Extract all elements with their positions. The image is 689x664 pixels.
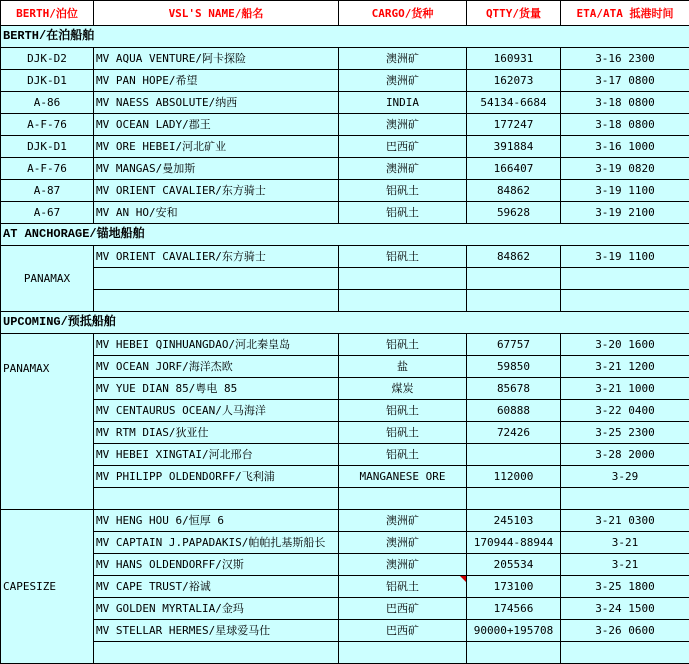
col-header-berth[interactable]: BERTH/泊位 — [1, 1, 94, 26]
qtty-cell[interactable]: 245103 — [467, 510, 561, 532]
table-row — [1, 290, 689, 312]
cargo-cell-text: 铝矾土 — [386, 580, 419, 593]
cargo-cell[interactable]: 铝矾土 — [339, 180, 467, 202]
vessel-cell[interactable]: MV CAPE TRUST/裕诚 — [94, 576, 339, 598]
eta-cell[interactable] — [561, 642, 689, 664]
cargo-cell[interactable] — [339, 268, 467, 290]
cargo-cell[interactable]: 巴西矿 — [339, 620, 467, 642]
cargo-cell[interactable]: 铝矾土 — [339, 246, 467, 268]
group-label-panamax[interactable]: PANAMAX — [1, 246, 94, 312]
eta-cell[interactable]: 3-21 0300 — [561, 510, 689, 532]
table-row — [1, 576, 689, 598]
cargo-cell[interactable]: 澳洲矿 — [339, 158, 467, 180]
cargo-cell[interactable]: 巴西矿 — [339, 598, 467, 620]
vessel-cell[interactable]: MV OCEAN LADY/郡王 — [94, 114, 339, 136]
vessel-cell[interactable]: MV ORE HEBEI/河北矿业 — [94, 136, 339, 158]
cargo-cell-commented[interactable] — [339, 576, 467, 598]
table-row — [1, 136, 689, 158]
vessel-cell[interactable] — [94, 268, 339, 290]
qtty-cell[interactable]: 85678 — [467, 378, 561, 400]
eta-cell[interactable]: 3-21 1200 — [561, 356, 689, 378]
qtty-cell[interactable] — [467, 642, 561, 664]
table-row — [1, 114, 689, 136]
cargo-cell[interactable]: INDIA — [339, 92, 467, 114]
section-row-anchorage — [1, 224, 689, 246]
table-row — [1, 532, 689, 554]
section-row-upcoming — [1, 312, 689, 334]
vessel-cell[interactable] — [94, 290, 339, 312]
table-row — [1, 422, 689, 444]
cargo-cell[interactable]: 铝矾土 — [339, 334, 467, 356]
qtty-cell[interactable]: 72426 — [467, 422, 561, 444]
table-row — [1, 444, 689, 466]
col-header-qtty[interactable]: QTTY/货量 — [467, 1, 561, 26]
eta-cell[interactable] — [561, 268, 689, 290]
cargo-cell[interactable]: 巴西矿 — [339, 136, 467, 158]
qtty-cell[interactable]: 173100 — [467, 576, 561, 598]
qtty-cell[interactable]: 205534 — [467, 554, 561, 576]
eta-cell[interactable]: 3-17 0800 — [561, 70, 689, 92]
group-label-capesize[interactable]: CAPESIZE — [1, 510, 94, 664]
vessel-cell[interactable]: MV ORIENT CAVALIER/东方骑士 — [94, 246, 339, 268]
col-header-cargo[interactable]: CARGO/货种 — [339, 1, 467, 26]
cargo-cell[interactable]: MANGANESE ORE — [339, 466, 467, 488]
qtty-cell[interactable]: 54134-6684 — [467, 92, 561, 114]
qtty-cell[interactable]: 59850 — [467, 356, 561, 378]
qtty-cell[interactable]: 170944-88944 — [467, 532, 561, 554]
header-row — [1, 1, 689, 26]
section-title-anchorage[interactable]: AT ANCHORAGE/锚地船舶 — [1, 224, 689, 246]
berth-cell[interactable]: A-86 — [1, 92, 94, 114]
cargo-cell[interactable]: 铝矾土 — [339, 400, 467, 422]
eta-cell[interactable]: 3-29 — [561, 466, 689, 488]
cargo-cell[interactable]: 煤炭 — [339, 378, 467, 400]
table-row — [1, 642, 689, 664]
eta-cell[interactable]: 3-18 0800 — [561, 114, 689, 136]
qtty-cell[interactable]: 391884 — [467, 136, 561, 158]
cargo-cell[interactable]: 澳洲矿 — [339, 554, 467, 576]
cargo-cell[interactable] — [339, 290, 467, 312]
vessel-cell[interactable]: MV MANGAS/曼加斯 — [94, 158, 339, 180]
eta-cell[interactable]: 3-20 1600 — [561, 334, 689, 356]
eta-cell[interactable]: 3-19 1100 — [561, 246, 689, 268]
eta-cell[interactable]: 3-18 0800 — [561, 92, 689, 114]
cargo-cell[interactable]: 澳洲矿 — [339, 510, 467, 532]
berth-cell[interactable]: DJK-D1 — [1, 70, 94, 92]
vessel-cell[interactable] — [94, 488, 339, 510]
table-row — [1, 554, 689, 576]
cargo-cell[interactable]: 澳洲矿 — [339, 114, 467, 136]
vessel-cell[interactable]: MV GOLDEN MYRTALIA/金玛 — [94, 598, 339, 620]
table-row — [1, 92, 689, 114]
table-row — [1, 334, 689, 356]
cargo-cell[interactable]: 铝矾土 — [339, 202, 467, 224]
qtty-cell[interactable] — [467, 290, 561, 312]
vessel-cell[interactable]: MV HANS OLDENDORFF/汉斯 — [94, 554, 339, 576]
eta-cell[interactable]: 3-28 2000 — [561, 444, 689, 466]
vessel-cell[interactable]: MV HENG HOU 6/恒厚 6 — [94, 510, 339, 532]
eta-cell[interactable]: 3-25 2300 — [561, 422, 689, 444]
qtty-cell[interactable]: 59628 — [467, 202, 561, 224]
vessel-cell[interactable]: MV HEBEI QINHUANGDAO/河北秦皇岛 — [94, 334, 339, 356]
cargo-cell[interactable]: 铝矾土 — [339, 444, 467, 466]
table-row — [1, 510, 689, 532]
qtty-cell[interactable]: 84862 — [467, 180, 561, 202]
qtty-cell[interactable]: 160931 — [467, 48, 561, 70]
qtty-cell[interactable]: 177247 — [467, 114, 561, 136]
qtty-cell[interactable]: 90000+195708 — [467, 620, 561, 642]
table-row — [1, 466, 689, 488]
qtty-cell[interactable]: 112000 — [467, 466, 561, 488]
cargo-cell[interactable]: 澳洲矿 — [339, 70, 467, 92]
vessel-cell[interactable]: MV PHILIPP OLDENDORFF/飞利浦 — [94, 466, 339, 488]
vessel-cell[interactable]: MV STELLAR HERMES/星球爱马仕 — [94, 620, 339, 642]
qtty-cell[interactable]: 84862 — [467, 246, 561, 268]
vessel-cell[interactable] — [94, 642, 339, 664]
vessel-cell[interactable]: MV NAESS ABSOLUTE/纳西 — [94, 92, 339, 114]
vessel-cell[interactable]: MV RTM DIAS/狄亚仕 — [94, 422, 339, 444]
table-row — [1, 620, 689, 642]
cargo-cell[interactable]: 澳洲矿 — [339, 48, 467, 70]
vessel-cell[interactable]: MV AN HO/安和 — [94, 202, 339, 224]
col-header-eta[interactable]: ETA/ATA 抵港时间 — [561, 1, 689, 26]
group-label-panamax[interactable]: PANAMAX — [1, 334, 94, 510]
berth-cell[interactable]: DJK-D2 — [1, 48, 94, 70]
table-row — [1, 488, 689, 510]
vessel-cell[interactable]: MV AQUA VENTURE/阿卡探险 — [94, 48, 339, 70]
eta-cell[interactable] — [561, 488, 689, 510]
cargo-cell[interactable] — [339, 488, 467, 510]
berth-cell[interactable]: A-67 — [1, 202, 94, 224]
table-row — [1, 48, 689, 70]
section-title-berth[interactable]: BERTH/在泊船舶 — [1, 26, 689, 48]
qtty-cell[interactable] — [467, 444, 561, 466]
berth-cell[interactable]: A-87 — [1, 180, 94, 202]
vessel-cell[interactable]: MV ORIENT CAVALIER/东方骑士 — [94, 180, 339, 202]
table-row — [1, 400, 689, 422]
vessel-cell[interactable]: MV CENTAURUS OCEAN/人马海洋 — [94, 400, 339, 422]
qtty-cell[interactable] — [467, 268, 561, 290]
eta-cell[interactable]: 3-16 2300 — [561, 48, 689, 70]
vessel-cell[interactable]: MV OCEAN JORF/海洋杰欧 — [94, 356, 339, 378]
table-row — [1, 598, 689, 620]
table-row — [1, 356, 689, 378]
table-row — [1, 180, 689, 202]
cargo-cell[interactable]: 铝矾土 — [339, 422, 467, 444]
cargo-cell[interactable] — [339, 642, 467, 664]
eta-cell[interactable]: 3-19 0820 — [561, 158, 689, 180]
qtty-cell[interactable]: 67757 — [467, 334, 561, 356]
berth-cell[interactable]: DJK-D1 — [1, 136, 94, 158]
eta-cell[interactable]: 3-21 1000 — [561, 378, 689, 400]
qtty-cell[interactable]: 162073 — [467, 70, 561, 92]
eta-cell[interactable]: 3-26 0600 — [561, 620, 689, 642]
table-row — [1, 268, 689, 290]
table-row — [1, 202, 689, 224]
eta-cell[interactable]: 3-19 1100 — [561, 180, 689, 202]
qtty-cell[interactable] — [467, 488, 561, 510]
eta-cell[interactable]: 3-24 1500 — [561, 598, 689, 620]
qtty-cell[interactable]: 60888 — [467, 400, 561, 422]
vessel-cell[interactable]: MV YUE DIAN 85/粤电 85 — [94, 378, 339, 400]
table-row — [1, 158, 689, 180]
eta-cell[interactable] — [561, 290, 689, 312]
eta-cell[interactable]: 3-16 1000 — [561, 136, 689, 158]
comment-marker-icon[interactable] — [460, 576, 466, 582]
eta-cell[interactable]: 3-22 0400 — [561, 400, 689, 422]
table-row — [1, 70, 689, 92]
cargo-cell[interactable]: 盐 — [339, 356, 467, 378]
vessel-cell[interactable]: MV PAN HOPE/希望 — [94, 70, 339, 92]
vessel-cell[interactable]: MV HEBEI XINGTAI/河北邢台 — [94, 444, 339, 466]
eta-cell[interactable]: 3-21 — [561, 554, 689, 576]
table-row — [1, 246, 689, 268]
vessel-cell[interactable]: MV CAPTAIN J.PAPADAKIS/帕帕扎基斯船长 — [94, 532, 339, 554]
section-row-berth — [1, 26, 689, 48]
qtty-cell[interactable]: 166407 — [467, 158, 561, 180]
berth-cell[interactable]: A-F-76 — [1, 114, 94, 136]
eta-cell[interactable]: 3-25 1800 — [561, 576, 689, 598]
table-row — [1, 378, 689, 400]
col-header-vessel[interactable]: VSL'S NAME/船名 — [94, 1, 339, 26]
section-title-upcoming[interactable]: UPCOMING/预抵船舶 — [1, 312, 689, 334]
eta-cell[interactable]: 3-21 — [561, 532, 689, 554]
berth-cell[interactable]: A-F-76 — [1, 158, 94, 180]
cargo-cell[interactable]: 澳洲矿 — [339, 532, 467, 554]
qtty-cell[interactable]: 174566 — [467, 598, 561, 620]
eta-cell[interactable]: 3-19 2100 — [561, 202, 689, 224]
